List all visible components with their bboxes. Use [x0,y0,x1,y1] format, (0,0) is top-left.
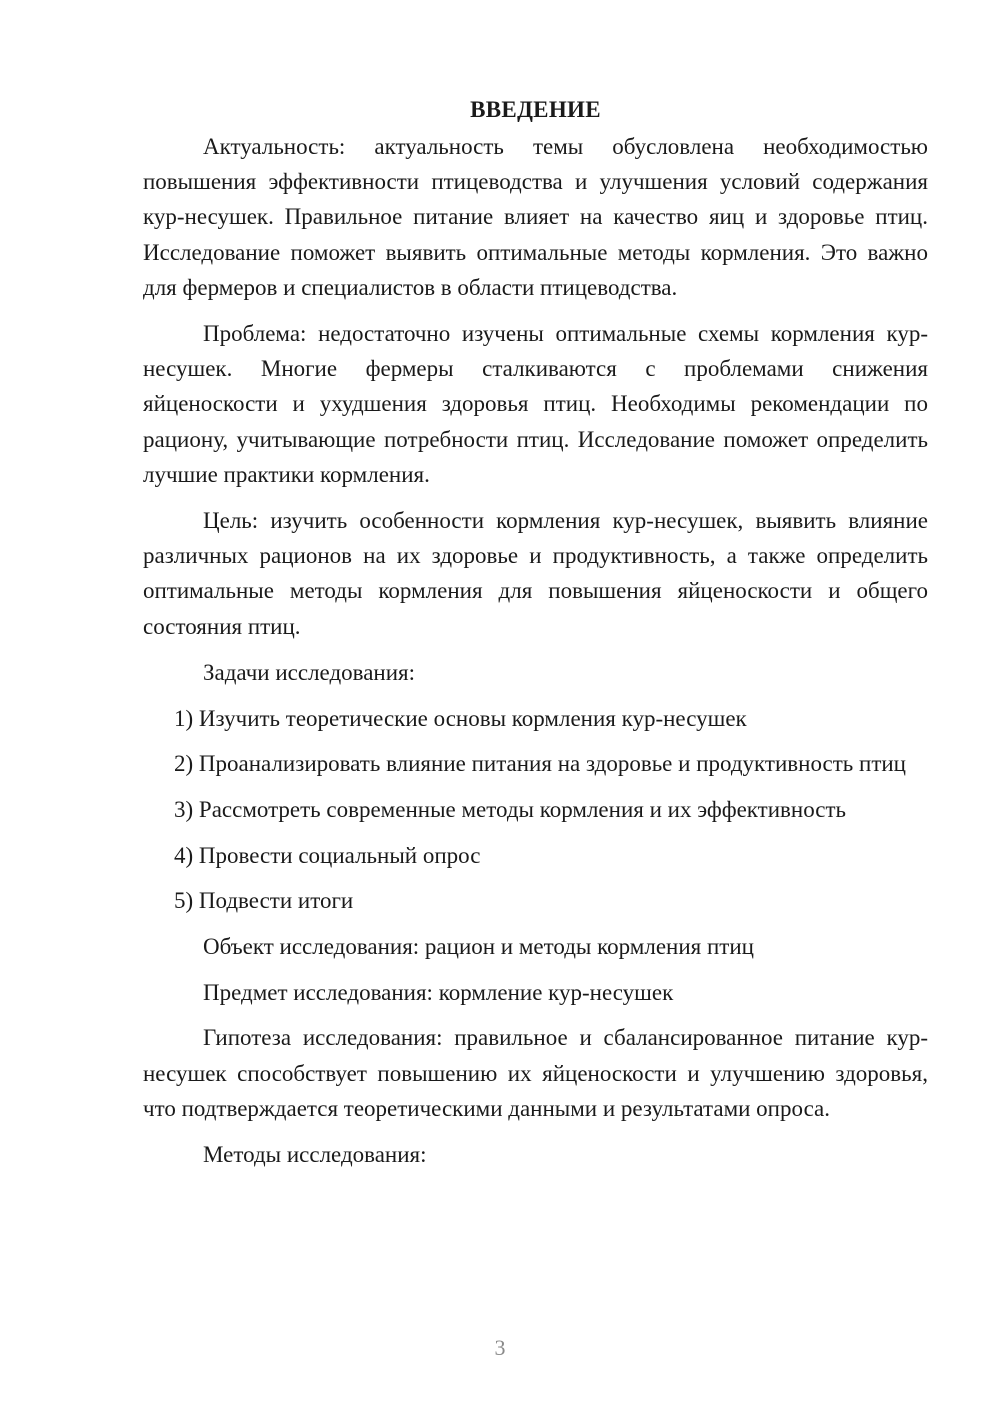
relevance-paragraph: Актуальность: актуальность темы обусловлена необходимостью повышения эффективности птицеводства и улучшения условий содержания кур-несушек. Правильное питание влияет на качество яиц и здоровье птиц. Исследование поможет выявить оптимальные методы кормления. Это важно для фермеров и специалистов в области птицеводства. [143,134,928,300]
page-number: 3 [494,1335,506,1360]
page-content [143,92,928,1183]
research-object: Объект исследования: рацион и методы кормления птиц [203,934,754,960]
hypothesis-paragraph: Гипотеза исследования: правильное и сбалансированное питание кур-несушек способствует повышению их яйценоскости и улучшению здоровья, что подтверждается теоретическими данными и результатами опроса. [143,1025,928,1121]
goal-paragraph: Цель: изучить особенности кормления кур-несушек, выявить влияние различных рационов на их здоровье и продуктивность, а также определить оптимальные методы кормления для повышения яйценоскости и общего состояния птиц. [143,508,928,639]
research-subject: Предмет исследования: кормление кур-несушек [203,979,674,1005]
methods-heading: Методы исследования: [203,1142,427,1168]
task-item: 1) Изучить теоретические основы кормления кур-несушек [174,705,747,731]
problem-paragraph: Проблема: недостаточно изучены оптимальные схемы кормления кур-несушек. Многие фермеры сталкиваются с проблемами снижения яйценоскости и ухудшения здоровья птиц. Необходимы рекомендации по рациону, учитывающие потребности птиц. Исследование поможет определить лучшие практики кормления. [143,321,928,487]
tasks-heading: Задачи исследования: [203,659,416,685]
page-title: ВВЕДЕНИЕ [470,97,601,122]
task-item: 5) Подвести итоги [174,888,354,914]
tasks-list [143,701,928,919]
task-item: 2) Проанализировать влияние питания на здоровье и продуктивность птиц [174,751,906,777]
task-item: 4) Провести социальный опрос [174,842,481,868]
task-item: 3) Рассмотреть современные методы кормления и их эффективность [174,796,847,822]
